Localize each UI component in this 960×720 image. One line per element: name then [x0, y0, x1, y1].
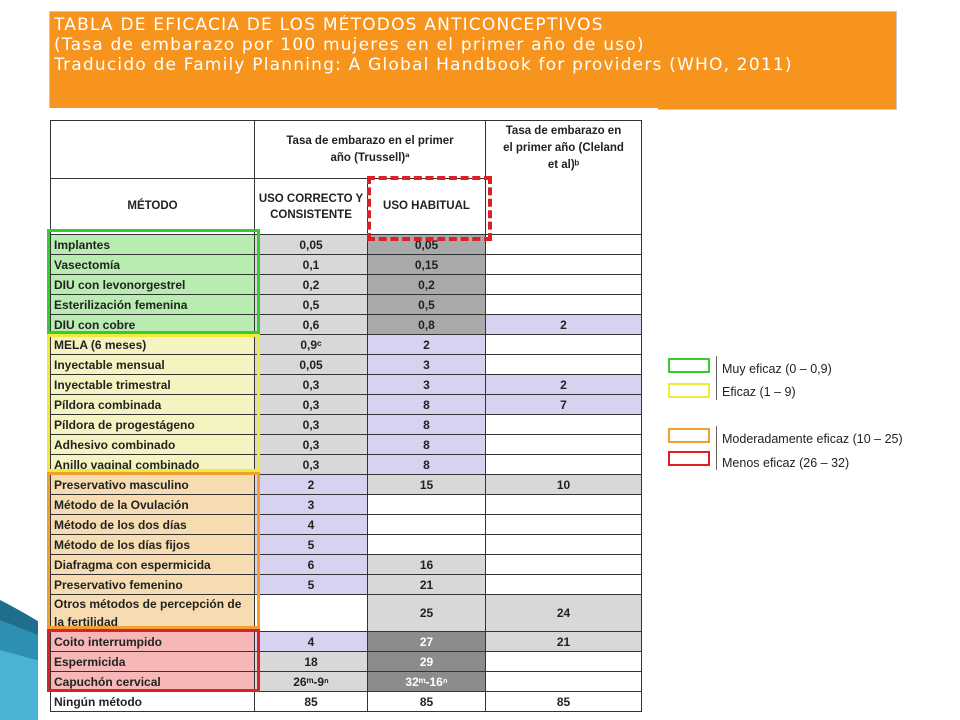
row-cleland — [486, 435, 642, 455]
row-cleland — [486, 515, 642, 535]
row-correcto: 5 — [255, 535, 368, 555]
row-cleland: 24 — [486, 595, 642, 632]
row-cleland: 2 — [486, 375, 642, 395]
row-metodo: DIU con levonorgestrel — [51, 275, 255, 295]
row-correcto: 0,3 — [255, 455, 368, 475]
row-metodo: Esterilización femenina — [51, 295, 255, 315]
row-metodo: Inyectable trimestral — [51, 375, 255, 395]
row-metodo: Preservativo masculino — [51, 475, 255, 495]
legend-swatch-menos-eficaz — [668, 451, 710, 466]
row-metodo: Adhesivo combinado — [51, 435, 255, 455]
row-metodo: Vasectomía — [51, 255, 255, 275]
row-correcto — [255, 595, 368, 632]
row-habitual: 15 — [368, 475, 486, 495]
row-habitual: 0,05 — [368, 235, 486, 255]
row-habitual — [368, 495, 486, 515]
row-habitual: 16 — [368, 555, 486, 575]
row-habitual: 8 — [368, 395, 486, 415]
row-correcto: 26ᵐ-9ⁿ — [255, 672, 368, 692]
legend-label-eficaz: Eficaz (1 – 9) — [722, 385, 796, 399]
legend-label-muy-eficaz: Muy eficaz (0 – 0,9) — [722, 362, 832, 376]
row-habitual: 8 — [368, 455, 486, 475]
row-correcto: 85 — [255, 692, 368, 712]
row-cleland — [486, 295, 642, 315]
row-correcto: 2 — [255, 475, 368, 495]
row-metodo: Capuchón cervical — [51, 672, 255, 692]
row-habitual: 2 — [368, 335, 486, 355]
row-metodo: Preservativo femenino — [51, 575, 255, 595]
row-cleland — [486, 415, 642, 435]
row-correcto: 0,2 — [255, 275, 368, 295]
row-habitual: 8 — [368, 415, 486, 435]
row-cleland: 21 — [486, 632, 642, 652]
row-metodo: Método de la Ovulación — [51, 495, 255, 515]
row-metodo: MELA (6 meses) — [51, 335, 255, 355]
row-metodo: Implantes — [51, 235, 255, 255]
legend-swatch-muy-eficaz — [668, 358, 710, 373]
row-cleland — [486, 555, 642, 575]
row-habitual: 25 — [368, 595, 486, 632]
row-cleland — [486, 495, 642, 515]
row-cleland — [486, 575, 642, 595]
row-correcto: 0,3 — [255, 415, 368, 435]
legend-swatch-eficaz — [668, 383, 710, 398]
row-correcto: 0,3 — [255, 375, 368, 395]
row-cleland: 7 — [486, 395, 642, 415]
row-habitual: 3 — [368, 375, 486, 395]
highlight-muy-eficaz — [47, 229, 260, 334]
row-habitual: 0,15 — [368, 255, 486, 275]
row-metodo: Ningún método — [51, 692, 255, 712]
row-metodo: DIU con cobre — [51, 315, 255, 335]
header-cleland: Tasa de embarazo en el primer año (Cleland et al)ᵇ — [486, 121, 642, 235]
header-metodo: MÉTODO — [51, 179, 255, 235]
title-line-2: (Tasa de embarazo por 100 mujeres en el primer año de uso) — [54, 35, 645, 55]
row-habitual: 21 — [368, 575, 486, 595]
highlight-moderadamente-eficaz — [47, 472, 260, 629]
row-habitual: 85 — [368, 692, 486, 712]
row-cleland — [486, 355, 642, 375]
row-habitual — [368, 535, 486, 555]
row-habitual: 3 — [368, 355, 486, 375]
row-habitual: 29 — [368, 652, 486, 672]
row-correcto: 0,05 — [255, 235, 368, 255]
highlight-uso-habitual-dashed — [367, 176, 492, 241]
header-trussell: Tasa de embarazo en el primer año (Trussell)ª — [255, 121, 486, 179]
legend-swatch-moderadamente-eficaz — [668, 428, 710, 443]
legend-label-moderadamente-eficaz: Moderadamente eficaz (10 – 25) — [722, 432, 903, 446]
legend-divider-top — [716, 356, 717, 400]
row-cleland: 85 — [486, 692, 642, 712]
row-correcto: 0,3 — [255, 395, 368, 415]
row-cleland — [486, 255, 642, 275]
row-correcto: 0,05 — [255, 355, 368, 375]
row-metodo: Método de los días fijos — [51, 535, 255, 555]
row-correcto: 18 — [255, 652, 368, 672]
row-correcto: 6 — [255, 555, 368, 575]
highlight-eficaz — [47, 334, 260, 472]
row-cleland: 10 — [486, 475, 642, 495]
header-uso-habitual: USO HABITUAL — [368, 179, 486, 235]
row-correcto: 0,9ᶜ — [255, 335, 368, 355]
row-cleland — [486, 275, 642, 295]
row-habitual: 0,5 — [368, 295, 486, 315]
row-metodo: Píldora combinada — [51, 395, 255, 415]
row-habitual: 32ᵐ-16ⁿ — [368, 672, 486, 692]
row-cleland — [486, 672, 642, 692]
row-correcto: 4 — [255, 515, 368, 535]
row-cleland — [486, 535, 642, 555]
row-metodo: Espermicida — [51, 652, 255, 672]
row-cleland — [486, 455, 642, 475]
header-uso-correcto: USO CORRECTO Y CONSISTENTE — [255, 179, 368, 235]
row-habitual: 0,2 — [368, 275, 486, 295]
row-metodo: Anillo vaginal combinado — [51, 455, 255, 475]
row-habitual: 8 — [368, 435, 486, 455]
row-correcto: 5 — [255, 575, 368, 595]
row-habitual — [368, 515, 486, 535]
row-habitual: 0,8 — [368, 315, 486, 335]
row-correcto: 0,6 — [255, 315, 368, 335]
row-correcto: 4 — [255, 632, 368, 652]
row-metodo: Otros métodos de percepción de la fertilidad — [51, 595, 255, 632]
row-correcto: 3 — [255, 495, 368, 515]
row-cleland: 2 — [486, 315, 642, 335]
highlight-menos-eficaz — [47, 629, 260, 692]
row-metodo: Diafragma con espermicida — [51, 555, 255, 575]
header-blank — [51, 121, 255, 179]
row-cleland — [486, 652, 642, 672]
title-line-1: TABLA DE EFICACIA DE LOS MÉTODOS ANTICONCEPTIVOS — [54, 15, 604, 35]
title-banner — [49, 11, 897, 110]
legend-divider-bottom — [716, 426, 717, 470]
row-metodo: Inyectable mensual — [51, 355, 255, 375]
row-habitual: 27 — [368, 632, 486, 652]
row-metodo: Píldora de progestágeno — [51, 415, 255, 435]
row-correcto: 0,1 — [255, 255, 368, 275]
row-correcto: 0,5 — [255, 295, 368, 315]
row-metodo: Método de los dos días — [51, 515, 255, 535]
row-cleland — [486, 235, 642, 255]
row-cleland — [486, 335, 642, 355]
legend-label-menos-eficaz: Menos eficaz (26 – 32) — [722, 456, 850, 470]
row-correcto: 0,3 — [255, 435, 368, 455]
title-line-3: Traducido de Family Planning: A Global Handbook for providers (WHO, 2011) — [54, 55, 793, 75]
row-metodo: Coito interrumpido — [51, 632, 255, 652]
